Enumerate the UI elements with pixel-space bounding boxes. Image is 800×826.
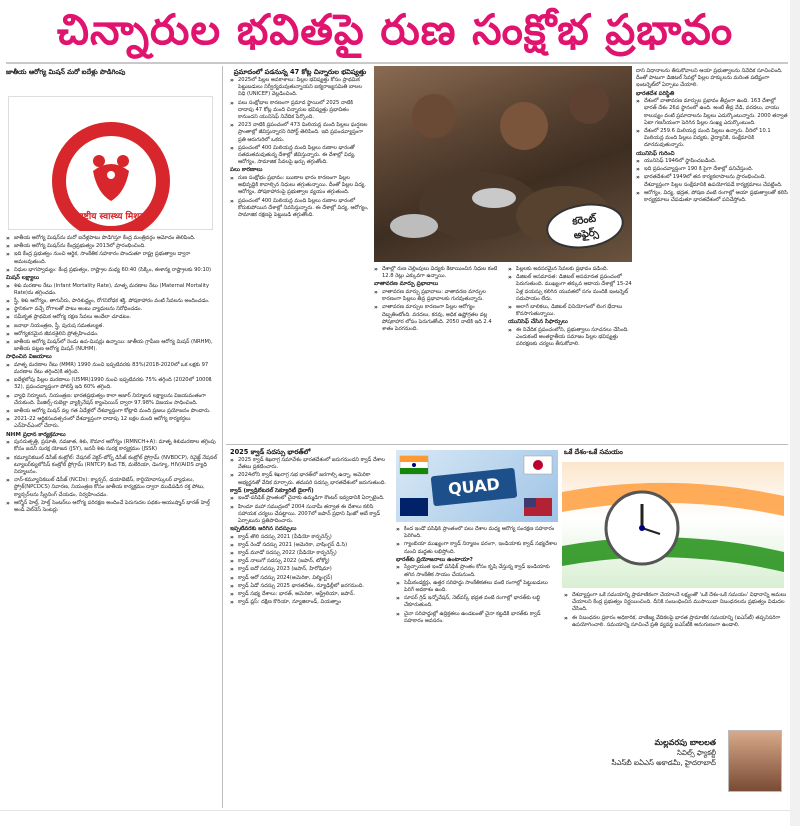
list-item: » వాతావరణ మార్పుల కారణంగా పిల్లల ఆరోగ్యం దెబ్బతింటోంది. వరదలు, కరవు, అధిక ఉష్ణోగ్రతల వల్ల పోషకాహార లోపం పెరుగుతోంది. 2050 నాటికి ఇది 2.4 శాతం పెరగనుంది. (374, 304, 504, 333)
quad-summits-list (230, 534, 390, 607)
list-item: » జనాభా నియంత్రణ, స్త్రీ, పురుష సమతుల్యత. (6, 323, 218, 330)
list-item: » ఈ నివేదిక ప్రపంచంలోని, ప్రభుత్వాలు సూచనలు చేసింది. ఎందుకంటే అంతర్జాతీయ సమాజం పిల్లల భవిష్యత్తు పరిరక్షణకు చర్యలు తీసుకోవాలి. (508, 327, 632, 349)
india-benefits-heading: భారత్‌కు ప్రయోజనాలు ఉంటాయా? (396, 556, 473, 563)
list-item: » స్త్రీ, శిశు ఆరోగ్యం, తాగునీరు, పారిశుద్ధ్యం, రోగనిరోధక శక్తి, పోషకాహారం వంటి సేవలను అందించడం. (6, 298, 218, 305)
nhm-achievements-heading: సాధించిన విజయాలు (6, 354, 52, 361)
section-divider (226, 444, 788, 445)
list-item: » భారతదేశంలో 1949లో తన కార్యకలాపాలను ప్రారంభించింది. దేశవ్యాప్తంగా పిల్లల సంక్షేమానికి ఉపయోగపడే కార్యక్రమాలు చేపట్టింది. (636, 174, 788, 188)
causes-list (230, 175, 370, 219)
list-item: » జాతీయ ఆరోగ్య మిషన్‌ను మరో ఐదేళ్లపాటు పొడిగిస్తూ కేంద్ర మంత్రివర్గం ఆమోదం తెలిపింది. (6, 235, 218, 242)
list-item: » స్థానికంగా వచ్చే రోగాలతో పాటు అంటు వ్యాధులను నిరోధించడం. (6, 306, 218, 313)
list-item: » హిందూ మహా సముద్రంలో 2004 సునామీ తర్వాత ఈ దేశాలు కలిసి సహాయక చర్యలు చేపట్టాయి. 2007లో జపాన్ ప్రధాని షింజో అబే క్వాడ్ ఏర్పాటును ప్రతిపాదించారు. (230, 504, 390, 526)
unicef-list (230, 77, 370, 166)
climate-list (374, 266, 504, 280)
list-item: » శిశు మరణాల రేటు (Infant Mortality Rate), మాతృ మరణాల రేటు (Maternal Mortality Rate)ను తగ్గించడం. (6, 283, 218, 297)
list-item: » కమ్యూనికబుల్ డిసీజ్ కంట్రోల్: నేషనల్ వెక్టర్-బోర్న్ డిసీజ్ కంట్రోల్ ప్రోగ్రామ్ (NVBDCP), రివైజ్డ్ నేషనల్ ట్యూబర్‌క్యులోసిస్ కంట్రోల్ ప్రోగ్రామ్ (RNTCP) కింద TB, మలేరియా, డెంగ్యూ, HIV/AIDS వ్యాధి నిర్మూలనం. (6, 455, 218, 477)
list-item: » సూపర్ గ్రిడ్ ఇన్నోవేషన్, నెట్‌వర్క్ భద్రత వంటి రంగాల్లో భారత్‌కు లబ్ధి చేకూరుతుంది. (396, 595, 558, 609)
list-item: » జాతీయ ఆరోగ్య మిషన్‌ను కేంద్రప్రభుత్వం 2013లో ప్రారంభించింది. (6, 243, 218, 250)
list-item: » నాన్-కమ్యూనికబుల్ డిసీజ్ (NCDs): క్యాన్సర్, డయాబెటిస్, కార్డియోవాస్కులర్ వ్యాధులు, స్ట్రోక్(NPCDCS) నివారణ, నియంత్రణ కోసం జాతీయ కార్యక్రమం ద్వారా ముడిపడిన రక్త పోటు, క్యాన్సర్‌లను స్క్రీనింగ్ చేయడం, నిర్వహించడం. (6, 477, 218, 499)
nhm-goals-list (6, 283, 218, 354)
author-photo (728, 730, 782, 792)
list-item: » స్వేచ్ఛాయుత ఇండో పసిఫిక్ ప్రాంతం కోసం కృషి చేస్తున్న క్వాడ్ ఇండియాకు తగిన సాంకేతిక సాయం చేయనుంది. (396, 564, 558, 578)
list-item: » క్వాడ్ ఏడో సదస్సు 2025 భారతదేశం, న్యూఢిల్లీలో జరగనుంది. (230, 583, 390, 590)
clock-graphic (562, 462, 784, 588)
list-item: » క్వాడ్ రెండో సదస్సు 2021 (అమెరికా, వాషింగ్టన్ డి.సి) (230, 542, 390, 549)
list-item: » పునరుత్పత్తి, ప్రసూతి, నవజాత, శిశు, కౌమార ఆరోగ్యం (RMNCH+A): మాతృ శిశుమరణాల తగ్గింపు కోసం జననీ సురక్ష యోజన (JSY), జననీ శిశు సురక్ష కార్యక్రమం (JSSK) (6, 439, 218, 453)
children-photo (374, 66, 632, 262)
one-nation-time-heading: ఒకే దేశం-ఒకే సమయం (564, 448, 623, 456)
column-one-nation-time (564, 448, 788, 462)
logo-hindi-text: राष्ट्रीय स्वास्थ्य मिशन (77, 212, 145, 222)
author-title: సివిల్స్ ఫ్యాకల్టీ (677, 749, 716, 757)
quad-heading: 2025 క్వాడ్ సదస్సు భారత్‌లో (230, 448, 311, 456)
list-item: » ప్రపంచంలో 400 మిలియన్ల మంది పిల్లలు రుణాల భారంతో సతమతమవుతున్న దేశాల్లో జీవిస్తున్నారు. ఈ దేశాల్లో విద్య, ఆరోగ్యం, సామాజిక సేవలపై ఖర్చు తగ్గుతోంది. (230, 145, 370, 167)
causes-heading: పలు కారణాలు (230, 167, 263, 174)
author-box (566, 730, 786, 794)
nhm-logo-graphic (9, 97, 214, 231)
list-item: » 2021-22 ఆర్థికసంవత్సరంలో దేశవ్యాప్తంగా దాదాపు 12 లక్షల మంది ఆరోగ్య కార్యకర్తలు ఎన్‌హెచ్‌ఎంలో చేరారు. (6, 416, 218, 430)
column-digital (508, 266, 632, 442)
list-item: » క్వాడ్ సభ్య దేశాలు: భారత్, అమెరికా, ఆస్ట్రేలియా, జపాన్. (230, 591, 390, 598)
india-intro-text: దాని విధానాలను తీసుకోవాలని ఆయా ప్రభుత్వాలను నివేదిక సూచించింది. దీంతో పాటుగా డిజిటల్ సేవల్లో పిల్లల హక్కులను మరింత పటిష్టంగా ఇంటర్నెట్‌లో ఏర్పాటు చేయాలి. (636, 68, 783, 89)
list-item: » పిల్లలకు అవసరమైన సేవలకు ప్రభావం పడింది. (508, 266, 632, 273)
quad-label: QUAD (431, 468, 518, 507)
climate-list-2 (374, 289, 504, 333)
list-item: » అలాగే బాలికలు, డిజిటల్ వినియోగంలో లింగ భేదాలు కొనసాగుతున్నాయి. (508, 304, 632, 318)
quad-summits-heading: ఇప్పటివరకు జరిగిన సదస్సులు (230, 526, 297, 533)
list-item: » ఆరోగ్యకరమైన జీవనశైలిని ప్రోత్సహించడం. (6, 331, 218, 338)
list-item: » ఐదేళ్లలోపు పిల్లల మరణాలు (U5MR)1990 నుంచి ఇప్పటివరకు 75% తగ్గింది (2020లో 1000కి 32), ప్రపంచవ్యాప్తంగా పోలిస్తే ఇది 60% తగ్గింది. (6, 377, 218, 391)
nhm-goals-heading: మిషన్ లక్ష్యాలు (6, 275, 40, 282)
quad-context-list (396, 526, 558, 556)
list-item: » డిజిటల్ అసమానత: డిజిటల్ అసమానత ప్రపంచంలో పెరుగుతుంది. ముఖ్యంగా తక్కువ ఆదాయ దేశాల్లో 15-24 ఏళ్ల వయస్సు కలిగిన యువతలో సగం మందికి ఇంటర్నెట్ సదుపాయం లేదు. (508, 274, 632, 303)
column-climate (374, 266, 504, 442)
list-item: » దేశంలో వాతావరణ మార్పుల ప్రభావం తీవ్రంగా ఉంది. 163 దేశాల్లో భారత్ దేశం 26వ స్థానంలో ఉంది. అంటే తీవ్ర వేడి, వరదలు, వాయు కాలుష్యం వంటి ప్రమాదాలను పిల్లలు ఎదుర్కొంటున్నారు. 2000 తర్వాత ఏటా గణనీయంగా పెరిగిన పిల్లల సంఖ్య ఎదుర్కొంటుంది. (636, 98, 788, 127)
list-item: » ప్రపంచంలో 400 మిలియన్ల మంది పిల్లలు రుణాల భారంలో కోరుకుపోయిన దేశాల్లో నివసిస్తున్నారు. ఈ దేశాల్లో విద్య, ఆరోగ్యం, సామాజిక రక్షణపై పెట్టుబడి తగ్గుతోంది. (230, 198, 370, 220)
author-org: సీఎస్‌బీ ఐఏఎస్ అకాడమీ, హైదరాబాద్ (611, 759, 716, 767)
list-item: » 2024లోని క్వాడ్ శిఖరాగ్ర సభ భారత్‌లో జరగాల్సి ఉన్నా, అమెరికా అభ్యర్థనతో వేదిక మార్చారు. తదుపరి సదస్సు భారతదేశంలో జరుగుతుంది. (230, 472, 390, 486)
list-item: » చైనా సరిహద్దుల్లో ఉద్రిక్తతలు ఉండటంతో చైనా కట్టడికి భారత్‌కు క్వాడ్ సహకారం అవసరం. (396, 611, 558, 625)
column-divider (222, 66, 223, 808)
column-unicef (230, 68, 370, 440)
list-item: » సెమీకండక్టర్లు, ఉత్తర సరిహద్దు సాంకేతికతలు వంటి రంగాల్లో పెట్టుబడులు పెరిగే అవకాశం ఉంది. (396, 580, 558, 594)
list-item: » కింద ఇండో పసిఫిక్ ప్రాంతంలో పలు దేశాల మధ్య ఆరోగ్య సంరక్షణ సహకారం పెరిగింది. (396, 526, 558, 540)
list-item: » ఇది ప్రపంచవ్యాప్తంగా 190 కి పైగా దేశాల్లో పనిచేస్తుంది. (636, 166, 788, 173)
nhm-programs-heading: NHM ప్రధాన కార్యక్రమాలు (6, 431, 66, 438)
one-nation-time-list (564, 592, 788, 629)
about-unicef-heading: యునిసెఫ్ గురించి (636, 150, 675, 157)
india-status-list (636, 98, 788, 149)
quad-image (396, 450, 558, 522)
page-footer (0, 810, 800, 826)
list-item: » 2023 నాటికి ప్రపంచంలో 473 మిలియన్ల మంది పిల్లలు ఘర్షణల ప్రాంతాల్లో జీవిస్తున్నారని రిపోర్ట్ తెలిపింది. ఇది ప్రపంచవ్యాప్తంగా ప్రతి ఆరుగురిలో ఒకరు. (230, 122, 370, 144)
one-nation-time-body (564, 592, 788, 728)
about-unicef-list (636, 158, 788, 204)
list-item: » సమీకృత ప్రాథమిక ఆరోగ్య రక్షణ సేవలు అందేలా చూడటం. (6, 314, 218, 321)
climate-heading: వాతావరణ మార్పు ప్రభావాలు (374, 281, 439, 288)
unicef-recommendations-heading: యునిసెఫ్ చేసిన సిఫార్సులు (508, 319, 568, 326)
list-item: » క్వాడ్ ప్లస్: దక్షిణ కొరియా, న్యూజిలాండ్, వియత్నాం (230, 599, 390, 606)
nhm-intro-list (6, 235, 218, 274)
quad-definition-list (230, 495, 390, 525)
list-item: » నిధుల భాగస్వామ్యం: కేంద్ర ప్రభుత్వం, రాష్ట్రాల మధ్య 60:40 (సిక్కిం, ఈశాన్య రాష్ట్రాలకు 90:10) (6, 267, 218, 274)
header-rule (6, 62, 788, 64)
list-item: » దేశాల్లో రుణ చెల్లింపులు విద్యకు కేటాయించిన నిధుల కంటే 12.8 రెట్లు ఎక్కువగా ఉన్నాయి. (374, 266, 504, 280)
list-item: » క్వాడ్ ఐదో సదస్సు 2023 (జపాన్, హిరోషిమా) (230, 566, 390, 573)
list-item: » ఆర్మోన్ హెల్త్, హెల్త్ సెంటర్‌లు ఆరోగ్య పరిరక్షణ అందించే పెరుగుదల పథకం-ఆయుష్మాన్ భారత్ హెల్త్ అండ్ వెల్‌నెస్ సెంటర్లు (6, 500, 218, 514)
list-item: » ఇండో-పసిఫిక్ ప్రాంతంలో చైనాకు ఉమ్మడిగా కౌంటర్ ఇవ్వడానికి ఏర్పాటైంది. (230, 495, 390, 502)
right-edge-strip (790, 0, 800, 826)
list-item: » జాతీయ ఆరోగ్య మిషన్‌లో రెండు ఉప-మిషన్లు ఉన్నాయి: జాతీయ గ్రామీణ ఆరోగ్య మిషన్ (NRHM), జాతీయ పట్టణ ఆరోగ్య మిషన్ (NUHM). (6, 339, 218, 353)
list-item: » మాతృ మరణాల రేటు (MMR) 1990 నుంచి ఇప్పటివరకు 83%(2018-2020లో ఒక లక్షకు 97 మరణాల రేటు తగ్గింది)కి తగ్గింది. (6, 362, 218, 376)
unicef-heading: ప్రమాదంలో పడనున్న 47 కోట్ల చిన్నారుల భవిష్యత్తు (233, 68, 367, 76)
clock-flag-image (562, 462, 784, 588)
list-item: » పలు సంక్షోభాల కారణంగా ప్రమాద స్థాయిలో 2025 నాటికి దాదాపు 47 కోట్ల మంది చిన్నారుల భవిష్యత్తు ప్రభావితం కానుందని యునిసెఫ్ నివేదిక పేర్కొంది. (230, 100, 370, 122)
india-benefits-list (396, 564, 558, 625)
list-item: » యునిసెఫ్ 1946లో స్థాపించబడింది. (636, 158, 788, 165)
column-quad (230, 448, 390, 808)
list-item: » దేశవ్యాప్తంగా ఒకే సమయాన్ని ప్రామాణికంగా చేయాలనే లక్ష్యంతో 'ఒకే దేశం-ఒకే సమయం' విధానాన్ని అమలు చేయాలని కేంద్ర ప్రభుత్వం నిర్ణయించింది. దీనికి సంబంధించిన ముసాయిదా నిబంధనలను ప్రభుత్వం విడుదల చేసింది. (564, 592, 788, 614)
list-item: » క్వాడ్ ఆరో సదస్సు 2024(అమెరికా, విల్మింగ్టన్) (230, 575, 390, 582)
column-quad-benefits (396, 526, 558, 808)
badge-line-1: కరెంట్ (571, 213, 597, 228)
recommendations-list (508, 327, 632, 349)
quad-list (230, 457, 390, 487)
list-item: » క్వాడ్ తొలి సదస్సు 2021 (వీడియో కాన్ఫరెన్స్) (230, 534, 390, 541)
nhm-achievements-list (6, 362, 218, 431)
list-item: » దేశంలో 259.6 మిలియన్ల మంది పిల్లలు ఉన్నారు. వీరిలో 10.1 మిలియన్ల మంది పిల్లలు విద్యకు, వైద్యానికి, సంక్షేమానికి దూరమవుతున్నారు. (636, 128, 788, 150)
india-status-heading: భారతదేశ పరిస్థితి (636, 90, 675, 97)
nhm-programs-list (6, 439, 218, 514)
badge-line-2: అఫైర్స్ (573, 227, 600, 242)
list-item: » 2025లో పిల్లల అవకాశాలు: పిల్లల భవిష్యత్తు కోసం ప్రాథమిక పెట్టుబడులు నిర్వీర్యమవుతున్నాయని ఐక్యరాజ్యసమితి బాలల నిధి (UNICEF) వెల్లడించింది. (230, 77, 370, 99)
list-item: » జాతీయ ఆరోగ్య మిషన్ వల్ల గత ఏడేళ్లలో దేశవ్యాప్తంగా కోట్లాది మంది ప్రజలు ప్రయోజనం పొందారు. (6, 408, 218, 415)
logo-ring-text: NATIONAL HEALTH MISSIO (41, 110, 182, 181)
list-item: » ఈ నిబంధనల ప్రకారం అధికారిక, వాణిజ్య వేదికలపై భారత ప్రామాణిక సమయాన్ని (ఐఎస్‌టీ) తప్పనిసరిగా ఉపయోగించాలి. సమయాన్ని సూచించే ప్రతి వ్యవస్థ ఐఎస్‌టీకి అనుగుణంగా ఉండాలి. (564, 615, 788, 629)
quad-definition-heading: క్వాడ్ (క్వాడ్రిలేటరల్ సెక్యూరిటీ డైలాగ్) (230, 487, 314, 494)
page-headline: చిన్నారుల భవితపై రుణ సంక్షోభ ప్రభావం (56, 5, 734, 54)
digital-list (508, 266, 632, 318)
list-item: » క్వాడ్ నాలుగో సదస్సు 2022 (జపాన్, టోక్యో) (230, 558, 390, 565)
list-item: » గ్యాంబియా ముఖ్యంగా క్వాడ్ నిర్మాణం పరంగా, ఇండియాకు క్వాడ్ సభ్యదేశాల నుంచి మద్దతు లభిస్తోంది. (396, 541, 558, 555)
list-item: » 2025 క్వాడ్ శిఖరాగ్ర సమావేశం భారతదేశంలో జరుగనుందని క్వాడ్ దేశాల నేతలు ప్రకటించారు. (230, 457, 390, 471)
nhm-logo (8, 96, 213, 230)
nhm-heading: జాతీయ ఆరోగ్య మిషన్ మరో ఐదేళ్లు పొడిగింపు (6, 68, 126, 76)
list-item: » రుణ సంక్షోభం ప్రభావం: ఋణాల భారం కారణంగా పిల్లల అభివృద్ధికి కావాల్సిన నిధులు తగ్గుతున్నాయి. దీంతో పిల్లల విద్య, ఆరోగ్యం, పోషకాహారంపై ప్రభుత్వాల వ్యయం తగ్గుతుంది. (230, 175, 370, 197)
column-india-status (636, 68, 788, 442)
list-item: » వ్యాధి నిర్మూలన, నియంత్రణ: భారతప్రభుత్వం కాలా అజార్ నిర్మూలన లక్ష్యాలను విజయవంతంగా చేరుకుంది. మీజిల్స్-రుబెల్లా వ్యాక్సినేషన్ క్యాంపెయిన్ ద్వారా 97.98% విజయం సాధించింది. (6, 393, 218, 407)
list-item: » ఇది కేంద్ర ప్రభుత్వం నుంచి ఆర్థిక, సాంకేతిక సహకారం పొందుతూ రాష్ట్ర ప్రభుత్వాల ద్వారా అమలవుతుంది. (6, 251, 218, 265)
author-name: మల్లవరపు బాలలత (654, 738, 716, 747)
list-item: » ఆరోగ్యం, విద్య, భద్రత, పోషణ వంటి రంగాల్లో ఆయా ప్రభుత్వాలతో కలిసి కార్యక్రమాలు చేపడుతూ భారతదేశంలో పనిచేస్తోంది. (636, 190, 788, 204)
list-item: » క్వాడ్ మూడో సదస్సు 2022 (వీడియో కాన్ఫరెన్స్) (230, 550, 390, 557)
list-item: » వాతావరణ మార్పు ప్రభావాలు: వాతావరణ మార్పుల కారణంగా పిల్లలు తీవ్ర ప్రభావాలకు గురవుతున్నారు. (374, 289, 504, 303)
